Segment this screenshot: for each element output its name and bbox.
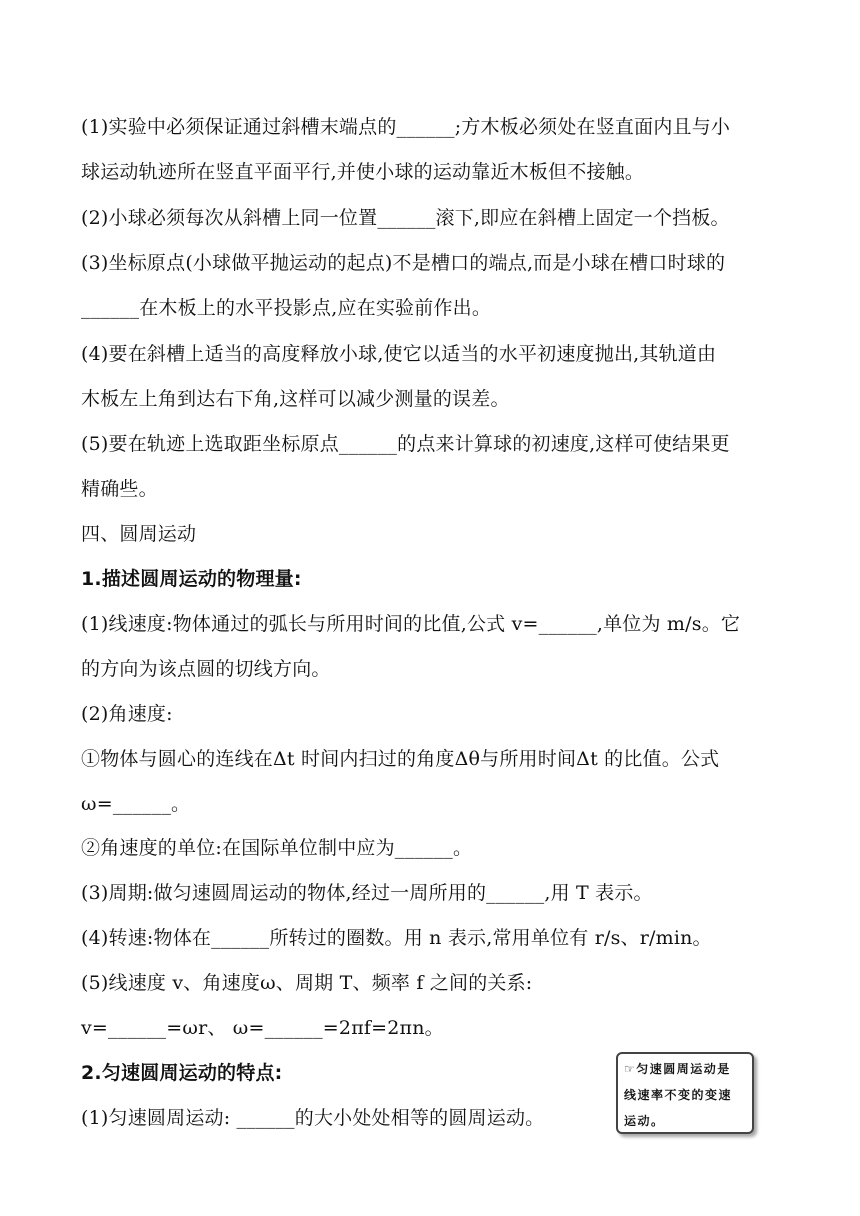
text-line-16: ω=______。 (81, 793, 191, 815)
subsection-heading-2: 2.匀速圆周运动的特点: (81, 1062, 283, 1084)
text-line-12: (1)线速度:物体通过的弧长与所用时间的比值,公式 v=______,单位为 m/s。它 (81, 613, 741, 635)
text-line-14: (2)角速度: (81, 703, 173, 725)
side-note-line-3: 运动。 (624, 1114, 665, 1128)
text-line-21: v=______=ωr、 ω=______=2πf=2πn。 (81, 1017, 444, 1039)
text-line-3: (2)小球必须每次从斜槽上同一位置______滚下,即应在斜槽上固定一个挡板。 (81, 207, 730, 229)
text-line-6: (4)要在斜槽上适当的高度释放小球,使它以适当的水平初速度抛出,其轨道由 (81, 343, 717, 365)
text-line-8: (5)要在轨迹上选取距坐标原点______的点来计算球的初速度,这样可使结果更 (81, 433, 730, 455)
side-note-line-1: ☞匀速圆周运动是 (624, 1062, 731, 1076)
subsection-heading-1: 1.描述圆周运动的物理量: (81, 568, 302, 590)
side-note-box (616, 1052, 754, 1134)
text-line-5: ______在木板上的水平投影点,应在实验前作出。 (81, 297, 492, 319)
text-line-18: (3)周期:做匀速圆周运动的物体,经过一周所用的______,用 T 表示。 (81, 882, 653, 904)
section-heading: 四、圆周运动 (81, 523, 197, 545)
text-line-4: (3)坐标原点(小球做平抛运动的起点)不是槽口的端点,而是小球在槽口时球的 (81, 252, 726, 274)
text-line-19: (4)转速:物体在______所转过的圈数。用 n 表示,常用单位有 r/s、r/min。 (81, 927, 712, 949)
text-line-13: 的方向为该点圆的切线方向。 (81, 658, 331, 680)
text-line-15: ①物体与圆心的连线在Δt 时间内扫过的角度Δθ与所用时间Δt 的比值。公式 (81, 748, 720, 770)
text-line-2: 球运动轨迹所在竖直平面平行,并使小球的运动靠近木板但不接触。 (81, 161, 645, 183)
text-line-1: (1)实验中必须保证通过斜槽末端点的______;方木板必须处在竖直面内且与小 (81, 116, 731, 138)
text-line-9: 精确些。 (81, 478, 158, 500)
text-line-23: (1)匀速圆周运动: ______的大小处处相等的圆周运动。 (81, 1107, 545, 1129)
text-line-7: 木板左上角到达右下角,这样可以减少测量的误差。 (81, 388, 510, 410)
text-line-20: (5)线速度 v、角速度ω、周期 T、频率 f 之间的关系: (81, 972, 533, 994)
text-line-17: ②角速度的单位:在国际单位制中应为______。 (81, 837, 473, 859)
side-note-line-2: 线速率不变的变速 (624, 1088, 733, 1102)
